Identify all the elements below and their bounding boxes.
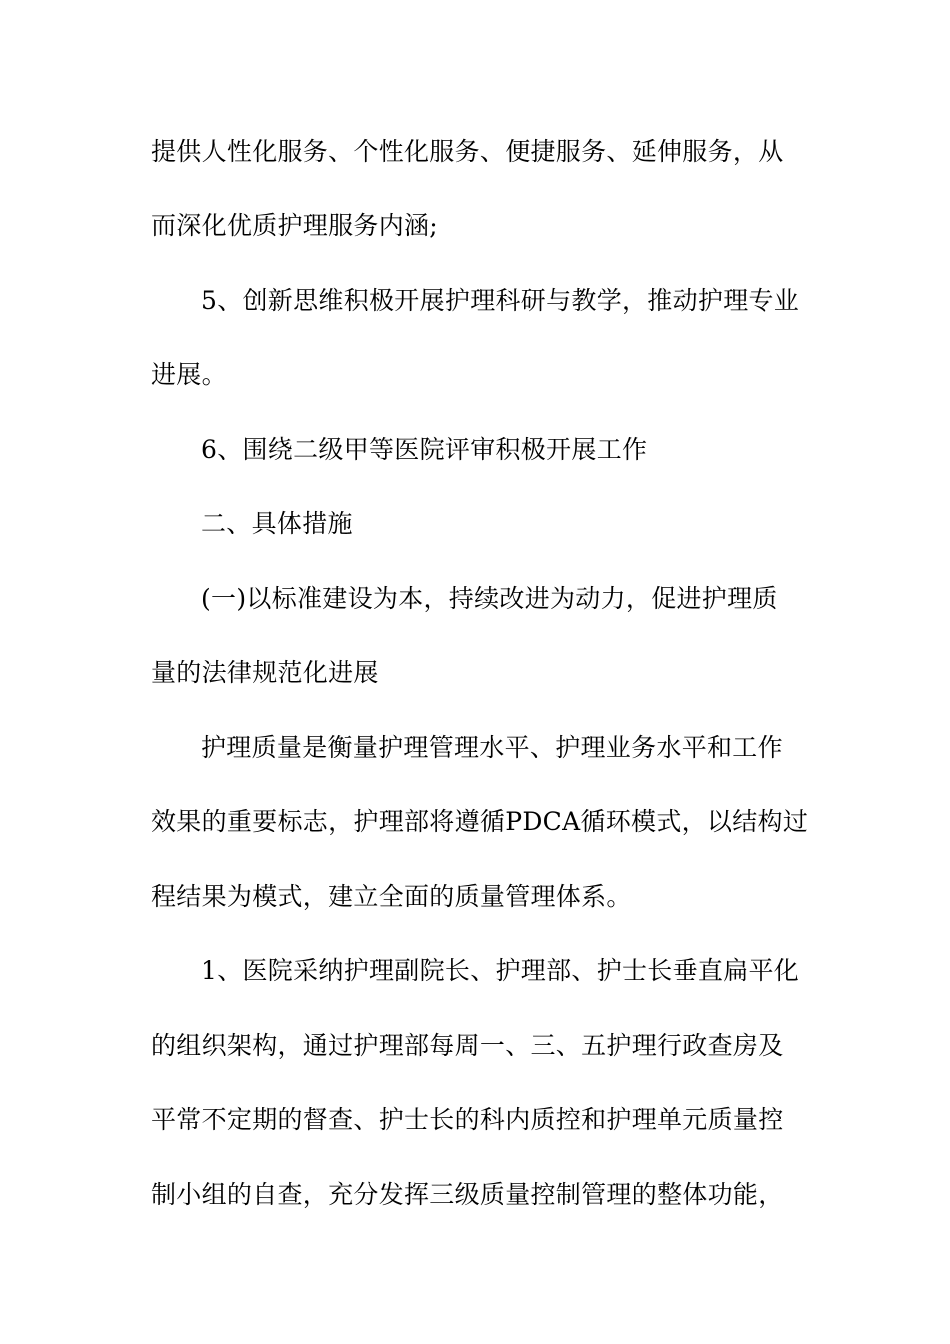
list-item-6: 6、围绕二级甲等医院评审积极开展工作: [201, 435, 648, 464]
list-item-1-line: 平常不定期的督查、护士长的科内质控和护理单元质量控: [151, 1105, 784, 1134]
paragraph-line: 效果的重要标志，护理部将遵循PDCA循环模式，以结构过: [151, 807, 809, 836]
section-heading: 二、具体措施: [201, 509, 353, 538]
paragraph-line: 提供人性化服务、个性化服务、便捷服务、延伸服务，从: [151, 137, 784, 166]
paragraph-line: 程结果为模式，建立全面的质量管理体系。: [151, 882, 632, 911]
list-item-1-line: 的组织架构，通过护理部每周一、三、五护理行政查房及: [151, 1031, 784, 1060]
list-item-1-line: 制小组的自查，充分发挥三级质量控制管理的整体功能，: [151, 1180, 784, 1209]
list-item-5-line: 5、创新思维积极开展护理科研与教学，推动护理专业: [201, 286, 800, 315]
paragraph-line: 而深化优质护理服务内涵;: [151, 211, 439, 240]
paragraph-line: 护理质量是衡量护理管理水平、护理业务水平和工作: [201, 733, 783, 762]
subsection-heading-line: (一)以标准建设为本，持续改进为动力，促进护理质: [201, 584, 778, 613]
list-item-1-line: 1、医院采纳护理副院长、护理部、护士长垂直扁平化: [201, 956, 800, 985]
list-item-5-line: 进展。: [151, 360, 227, 389]
subsection-heading-line: 量的法律规范化进展: [151, 658, 379, 687]
